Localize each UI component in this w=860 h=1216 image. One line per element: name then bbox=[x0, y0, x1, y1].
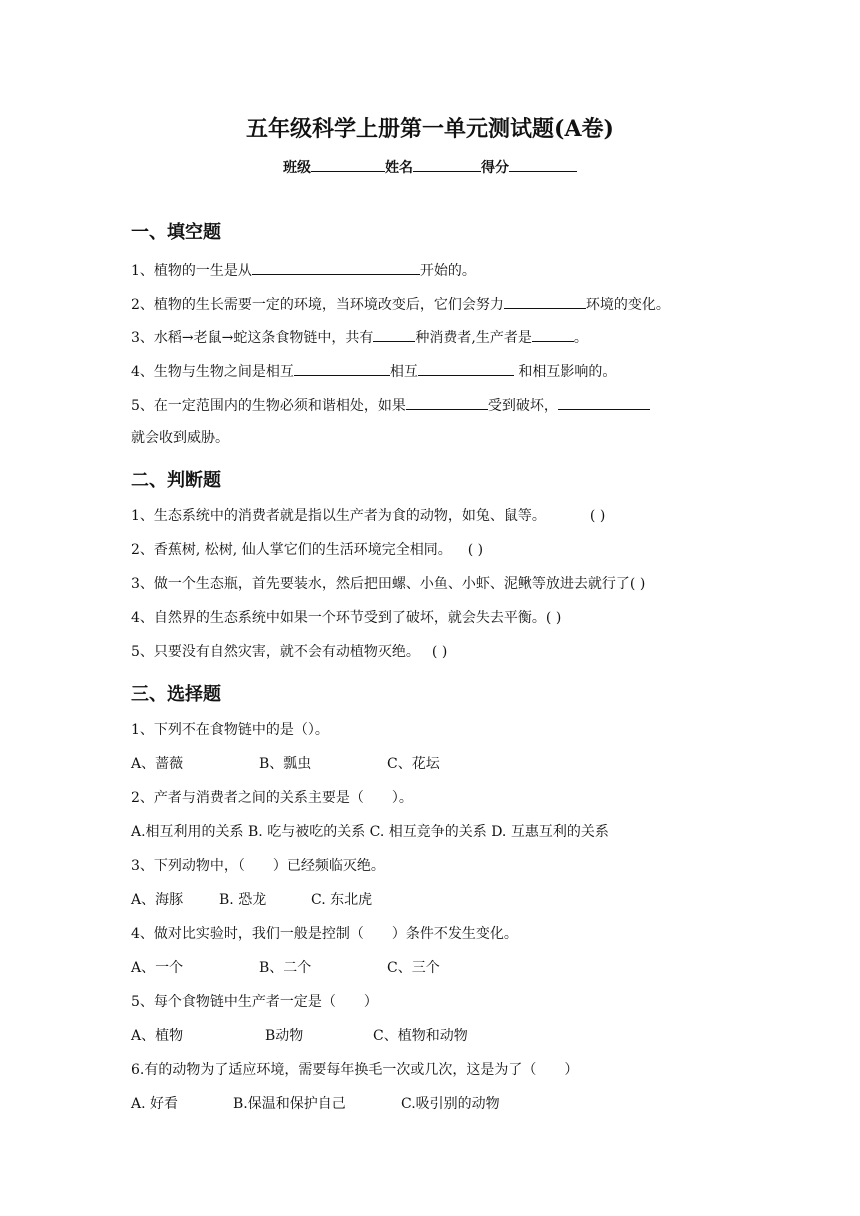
choice-options-6 bbox=[131, 1095, 500, 1113]
answer-parentheses[interactable]: ( ) bbox=[629, 576, 646, 592]
fill-question-2 bbox=[131, 294, 670, 314]
choice-question-1: 1、下列不在食物链中的是（）。 bbox=[131, 722, 329, 738]
judge-question-4 bbox=[131, 609, 561, 627]
answer-blank[interactable] bbox=[558, 395, 650, 410]
option-c[interactable]: C、三个 bbox=[387, 960, 440, 976]
answer-parentheses[interactable]: ( ) bbox=[467, 542, 484, 558]
answer-blank[interactable] bbox=[406, 395, 488, 410]
option-a[interactable]: A. 好看 bbox=[131, 1096, 179, 1112]
question-text: 相互 bbox=[389, 364, 418, 380]
choice-question-6: 6.有的动物为了适应环境，需要每年换毛一次或几次，这是为了（ ） bbox=[131, 1062, 579, 1078]
score-label: 得分 bbox=[481, 160, 509, 176]
question-text: 3、水稻→老鼠→蛇这条食物链中，共有 bbox=[131, 330, 374, 346]
question-text: 开始的。 bbox=[419, 263, 476, 279]
option-b[interactable]: B、二个 bbox=[259, 960, 312, 976]
choice-question-3: 3、下列动物中，（ ）已经频临灭绝。 bbox=[131, 858, 385, 874]
judge-question-3 bbox=[131, 575, 645, 593]
judge-question-1 bbox=[131, 507, 605, 525]
option-c[interactable]: C、花坛 bbox=[387, 756, 440, 772]
fill-question-5-continued: 就会收到威胁。 bbox=[131, 430, 229, 446]
name-blank[interactable] bbox=[413, 157, 481, 172]
option-c[interactable]: C. 东北虎 bbox=[311, 892, 373, 908]
question-text: 2、植物的生长需要一定的环境，当环境改变后，它们会努力 bbox=[131, 297, 504, 313]
option-b[interactable]: B. 恐龙 bbox=[219, 892, 267, 908]
question-text: 1、生态系统中的消费者就是指以生产者为食的动物，如兔、鼠等。 bbox=[131, 508, 546, 524]
choice-question-5: 5、每个食物链中生产者一定是（ ） bbox=[131, 994, 378, 1010]
question-text: 4、生物与生物之间是相互 bbox=[131, 364, 294, 380]
question-text: 2、香蕉树, 松树, 仙人掌它们的生活环境完全相同。 bbox=[131, 542, 452, 558]
section-fill-in-title: 一、填空题 bbox=[131, 222, 221, 243]
judge-question-5 bbox=[131, 643, 447, 661]
option-a[interactable]: A、海豚 bbox=[131, 892, 184, 908]
choice-options-4 bbox=[131, 959, 440, 977]
question-text: 5、只要没有自然灾害，就不会有动植物灭绝。 bbox=[131, 644, 420, 660]
choice-options-3 bbox=[131, 891, 372, 909]
choice-options-2[interactable]: A.相互利用的关系 B. 吃与被吃的关系 C. 相互竞争的关系 D. 互惠互利的关系 bbox=[131, 824, 609, 840]
question-text: 受到破坏， bbox=[487, 398, 558, 414]
question-text: 1、植物的一生是从 bbox=[131, 263, 252, 279]
judge-question-2 bbox=[131, 541, 483, 559]
class-blank[interactable] bbox=[311, 157, 385, 172]
fill-question-4 bbox=[131, 361, 616, 381]
option-c[interactable]: C、植物和动物 bbox=[373, 1028, 468, 1044]
option-b[interactable]: B.保温和保护自己 bbox=[233, 1096, 346, 1112]
answer-blank[interactable] bbox=[532, 327, 574, 342]
name-label: 姓名 bbox=[385, 160, 413, 176]
question-text: 和相互影响的。 bbox=[513, 364, 617, 380]
choice-options-5 bbox=[131, 1027, 468, 1045]
answer-blank[interactable] bbox=[504, 294, 586, 309]
answer-parentheses[interactable]: ( ) bbox=[589, 508, 606, 524]
option-a[interactable]: A、一个 bbox=[131, 960, 184, 976]
fill-question-3 bbox=[131, 327, 588, 347]
student-info-line bbox=[0, 157, 860, 177]
choice-options-1 bbox=[131, 755, 440, 773]
answer-blank[interactable] bbox=[294, 361, 390, 376]
score-blank[interactable] bbox=[509, 157, 577, 172]
answer-blank[interactable] bbox=[373, 327, 415, 342]
answer-blank[interactable] bbox=[252, 260, 420, 275]
answer-parentheses[interactable]: ( ) bbox=[431, 644, 448, 660]
class-label: 班级 bbox=[283, 160, 311, 176]
question-text: 。 bbox=[573, 330, 588, 346]
question-text: 3、做一个生态瓶，首先要装水，然后把田螺、小鱼、小虾、泥鳅等放进去就行了 bbox=[131, 576, 630, 592]
section-true-false-title: 二、判断题 bbox=[131, 470, 221, 491]
answer-blank[interactable] bbox=[418, 361, 514, 376]
question-text: 种消费者,生产者是 bbox=[415, 330, 532, 346]
option-b[interactable]: B动物 bbox=[265, 1028, 304, 1044]
option-a[interactable]: A、植物 bbox=[131, 1028, 184, 1044]
fill-question-5 bbox=[131, 395, 650, 415]
question-text: 4、自然界的生态系统中如果一个环节受到了破坏，就会失去平衡。 bbox=[131, 610, 546, 626]
fill-question-1 bbox=[131, 260, 476, 280]
option-c[interactable]: C.吸引别的动物 bbox=[401, 1096, 500, 1112]
choice-question-4: 4、做对比实验时，我们一般是控制（ ）条件不发生变化。 bbox=[131, 926, 518, 942]
question-text: 环境的变化。 bbox=[585, 297, 670, 313]
page-title: 五年级科学上册第一单元测试题(A卷) bbox=[246, 116, 614, 142]
option-b[interactable]: B、瓢虫 bbox=[259, 756, 312, 772]
section-multiple-choice-title: 三、选择题 bbox=[131, 684, 221, 705]
question-text: 5、在一定范围内的生物必须和谐相处，如果 bbox=[131, 398, 406, 414]
choice-question-2: 2、产者与消费者之间的关系主要是（ ）。 bbox=[131, 790, 413, 806]
option-a[interactable]: A、蔷薇 bbox=[131, 756, 184, 772]
answer-parentheses[interactable]: ( ) bbox=[545, 610, 562, 626]
